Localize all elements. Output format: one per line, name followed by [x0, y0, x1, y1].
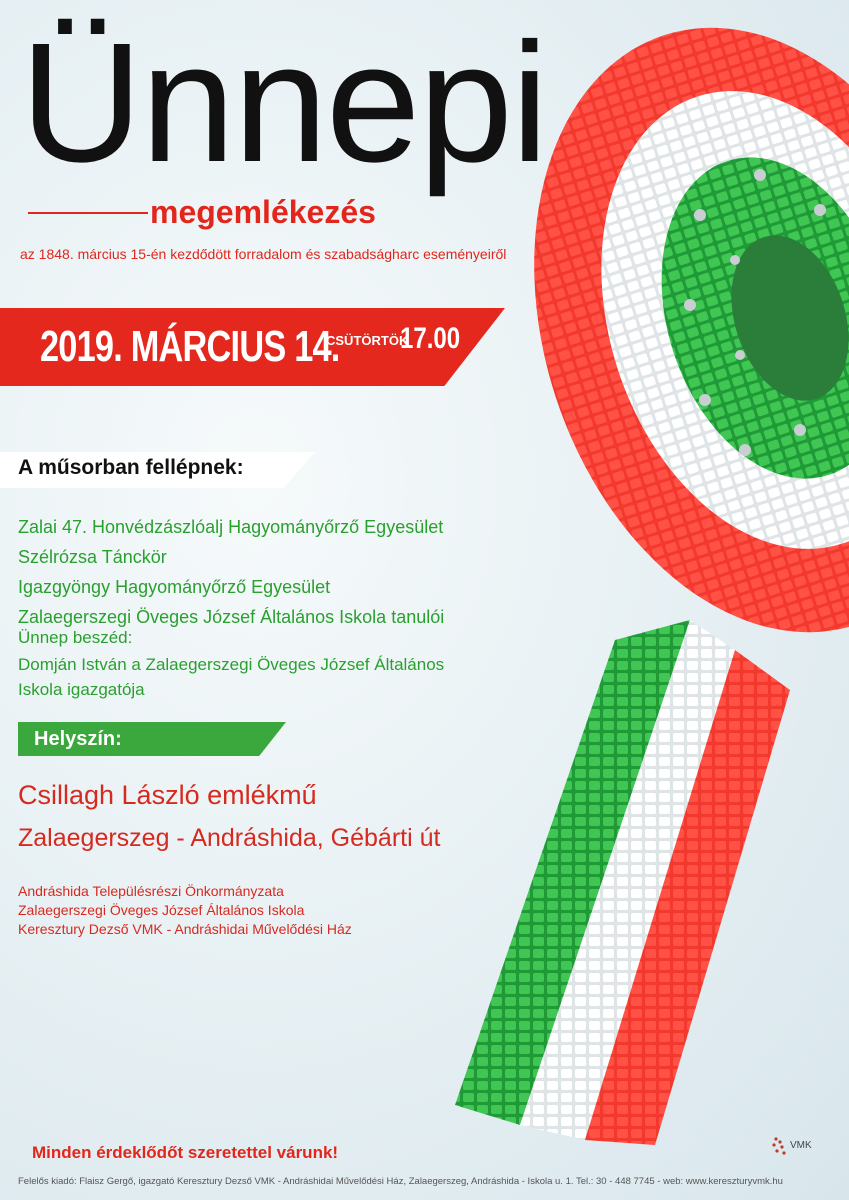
list-item: Zalaegerszegi Öveges József Általános Iskola	[18, 902, 305, 918]
venue-address: Zalaegerszeg - Andráshida, Gébárti út	[18, 824, 441, 852]
list-item: Igazgyöngy Hagyományőrző Egyesület	[18, 577, 331, 597]
list-item: Zalai 47. Honvédzászlóalj Hagyományőrző Egyesület	[18, 517, 444, 537]
page-title: Ünnepi	[20, 8, 547, 198]
vmk-logo-icon	[770, 1135, 830, 1157]
footer-publisher: Felelős kiadó: Flaisz Gergő, igazgató Keresztury Dezső VMK - Andráshidai Művelődési Ház, Zalaegerszeg, Andráshida - Iskola u. 1. Tel.: 30 - 448 7745 - web: www.kereszturyvmk.hu	[18, 1176, 783, 1187]
logo-text: VMK	[790, 1140, 812, 1151]
venue-name: Csillagh László emlékmű	[18, 780, 317, 810]
venue-heading: Helyszín:	[34, 728, 122, 750]
list-item: Andráshida Településrészi Önkormányzata	[18, 883, 284, 899]
event-time: 17.00	[400, 322, 461, 355]
speech-heading: Ünnep beszéd:	[18, 628, 133, 647]
event-weekday: CSÜTÖRTÖK	[326, 333, 409, 348]
speech-speaker: Domján István a Zalaegerszegi Öveges József Általános Iskola igazgatója	[18, 655, 445, 699]
list-item: Zalaegerszegi Öveges József Általános Iskola tanulói	[18, 607, 445, 627]
list-item: Keresztury Dezső VMK - Andráshidai Művelődési Ház	[18, 921, 352, 937]
invitation-text: Minden érdeklődőt szeretettel várunk!	[32, 1143, 339, 1162]
event-date: 2019. MÁRCIUS 14.	[40, 322, 340, 371]
performers-list	[18, 512, 444, 632]
title-divider	[28, 212, 148, 214]
intro-text: az 1848. március 15-én kezdődött forradalom és szabadságharc eseményeiről	[20, 246, 507, 262]
subtitle: megemlékezés	[150, 194, 376, 230]
organizers-list	[18, 882, 352, 939]
performers-heading: A műsorban fellépnek:	[18, 456, 244, 479]
list-item: Szélrózsa Tánckör	[18, 547, 167, 567]
